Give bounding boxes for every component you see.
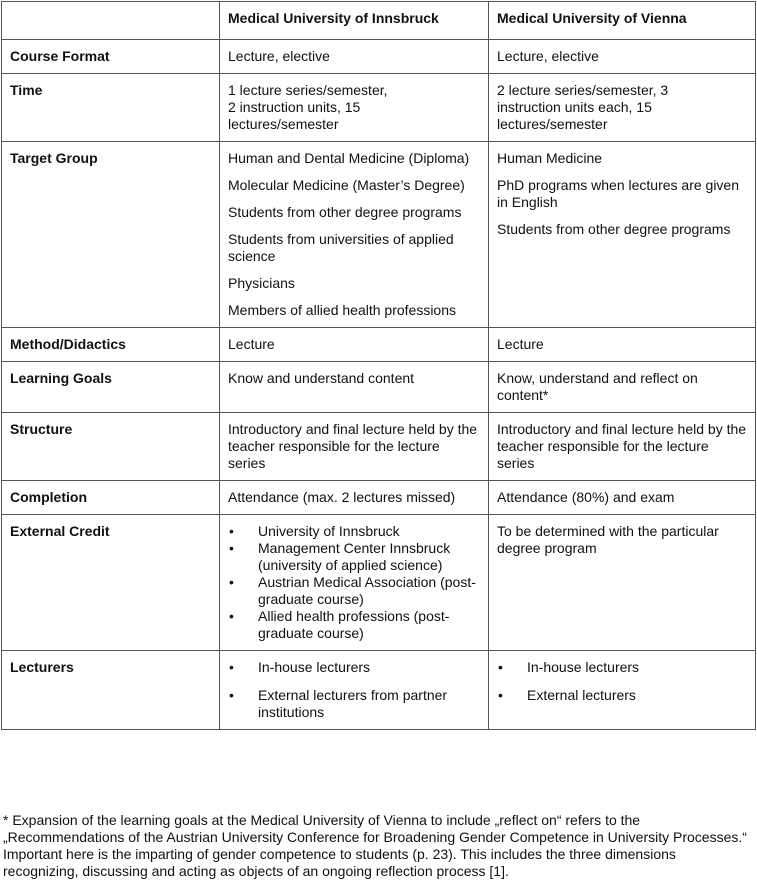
target-group-item: Molecular Medicine (Master’s Degree) bbox=[228, 177, 465, 193]
cell-innsbruck-method: Lecture bbox=[220, 328, 489, 362]
cell-vienna-completion: Attendance (80%) and exam bbox=[489, 481, 756, 515]
text-line: lectures/semester bbox=[497, 116, 608, 132]
cell-vienna-method: Lecture bbox=[489, 328, 756, 362]
list-item-text: In-house lecturers bbox=[527, 659, 640, 675]
target-group-item: Members of allied health professions bbox=[228, 302, 457, 318]
target-group-item: Physicians bbox=[228, 275, 295, 291]
header-vienna: Medical University of Vienna bbox=[489, 2, 756, 40]
cell-vienna-time bbox=[489, 74, 756, 142]
row-completion bbox=[2, 481, 756, 515]
text-line: lectures/semester bbox=[228, 116, 339, 132]
row-label-time: Time bbox=[2, 74, 220, 142]
row-label-structure: Structure bbox=[2, 413, 220, 481]
list-item bbox=[228, 608, 480, 642]
row-label-target-group: Target Group bbox=[2, 142, 220, 328]
row-external-credit bbox=[2, 515, 756, 651]
cell-vienna-course-format: Lecture, elective bbox=[489, 40, 756, 74]
list-item bbox=[497, 659, 747, 676]
cell-innsbruck-lecturers bbox=[220, 651, 489, 730]
bullet-icon: • bbox=[229, 574, 234, 590]
row-label-external-credit: External Credit bbox=[2, 515, 220, 651]
row-method bbox=[2, 328, 756, 362]
list-item-text: External lecturers bbox=[527, 687, 636, 703]
row-course-format bbox=[2, 40, 756, 74]
cell-innsbruck-learning-goals: Know and understand content bbox=[220, 362, 489, 413]
bullet-icon: • bbox=[498, 659, 503, 675]
row-learning-goals bbox=[2, 362, 756, 413]
bullet-icon: • bbox=[498, 687, 503, 703]
cell-innsbruck-course-format: Lecture, elective bbox=[220, 40, 489, 74]
row-structure bbox=[2, 413, 756, 481]
row-label-learning-goals: Learning Goals bbox=[2, 362, 220, 413]
list-item-text: Austrian Medical Association (post-graduate course) bbox=[258, 574, 476, 607]
list-item bbox=[497, 687, 747, 704]
list-item bbox=[228, 687, 480, 721]
row-target-group bbox=[2, 142, 756, 328]
cell-vienna-target-group bbox=[489, 142, 756, 328]
cell-vienna-external-credit: To be determined with the particular degree program bbox=[489, 515, 756, 651]
target-group-item: Human Medicine bbox=[497, 150, 603, 166]
list-item-text: Allied health professions (post-graduate course) bbox=[258, 608, 450, 641]
target-group-item: Students from universities of applied science bbox=[228, 231, 454, 264]
cell-vienna-lecturers bbox=[489, 651, 756, 730]
target-group-item: Students from other degree programs bbox=[228, 204, 462, 220]
header-innsbruck: Medical University of Innsbruck bbox=[220, 2, 489, 40]
row-label-course-format: Course Format bbox=[2, 40, 220, 74]
row-label-method: Method/Didactics bbox=[2, 328, 220, 362]
header-empty-cell bbox=[2, 2, 220, 40]
cell-vienna-learning-goals: Know, understand and reflect on content* bbox=[489, 362, 756, 413]
row-lecturers bbox=[2, 651, 756, 730]
list-item-text: Management Center Innsbruck (university of applied science) bbox=[258, 540, 451, 573]
cell-innsbruck-time bbox=[220, 74, 489, 142]
list-item-text: In-house lecturers bbox=[258, 659, 371, 675]
list-item-text: External lecturers from partner institutions bbox=[258, 687, 448, 720]
cell-innsbruck-external-credit bbox=[220, 515, 489, 651]
bullet-icon: • bbox=[229, 687, 234, 703]
bullet-icon: • bbox=[229, 659, 234, 675]
text-line: 2 instruction units, 15 bbox=[228, 99, 361, 115]
cell-innsbruck-structure: Introductory and final lecture held by the teacher responsible for the lecture series bbox=[220, 413, 489, 481]
text-line: 1 lecture series/semester, bbox=[228, 82, 388, 98]
row-label-lecturers: Lecturers bbox=[2, 651, 220, 730]
target-group-item: Human and Dental Medicine (Diploma) bbox=[228, 150, 470, 166]
bullet-list bbox=[497, 659, 747, 704]
row-label-completion: Completion bbox=[2, 481, 220, 515]
row-time bbox=[2, 74, 756, 142]
list-item bbox=[228, 540, 480, 574]
bullet-icon: • bbox=[229, 523, 234, 539]
comparison-table bbox=[1, 1, 756, 730]
list-item-text: University of Innsbruck bbox=[258, 523, 400, 539]
bullet-list bbox=[228, 659, 480, 721]
list-item bbox=[228, 659, 480, 676]
cell-innsbruck-target-group bbox=[220, 142, 489, 328]
bullet-icon: • bbox=[229, 540, 234, 556]
text-line: 2 lecture series/semester, 3 bbox=[497, 82, 669, 98]
list-item bbox=[228, 574, 480, 608]
list-item bbox=[228, 523, 480, 540]
bullet-list bbox=[228, 523, 480, 642]
text-line: instruction units each, 15 bbox=[497, 99, 652, 115]
cell-innsbruck-completion: Attendance (max. 2 lectures missed) bbox=[220, 481, 489, 515]
target-group-item: Students from other degree programs bbox=[497, 221, 731, 237]
footnote: * Expansion of the learning goals at the Medical University of Vienna to include „reflect on“ refers to the „Recommendations of the Austrian University Conference for Broadening Gender Competence in University Processes.“ Important here is the imparting of gender competence to students (p. 23). This includes the three dimensions recognizing, discussing and acting as objects of an ongoing reflection process [1]. bbox=[3, 812, 747, 879]
target-group-item: PhD programs when lectures are given in English bbox=[497, 177, 740, 210]
cell-vienna-structure: Introductory and final lecture held by the teacher responsible for the lecture series bbox=[489, 413, 756, 481]
table-header-row bbox=[2, 2, 756, 40]
bullet-icon: • bbox=[229, 608, 234, 624]
